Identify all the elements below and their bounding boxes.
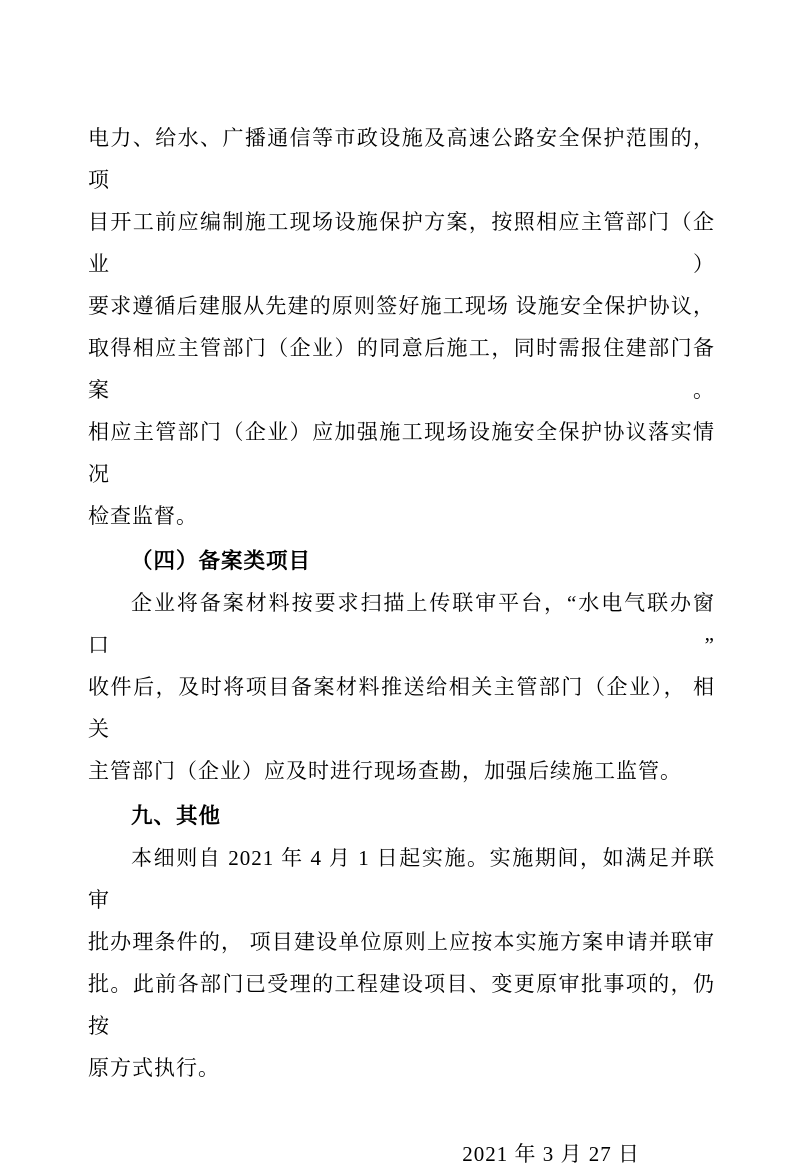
- paragraph3-line3: 批。此前各部门已受理的工程建设项目、变更原审批事项的，仍按: [88, 972, 715, 1038]
- paragraph-3: [88, 837, 722, 1089]
- document-body: [88, 117, 722, 1175]
- paragraph2-line1: 企业将备案材料按要求扫描上传联审平台，“水电气联办窗口”: [88, 591, 715, 657]
- paragraph-2: [88, 582, 715, 792]
- paragraph1-line4: 取得相应主管部门（企业）的同意后施工，同时需报住建部门备案。: [88, 336, 715, 402]
- paragraph1-line6: 检查监督。: [88, 504, 198, 528]
- paragraph2-line2: 收件后，及时将项目备案材料推送给相关主管部门（企业）， 相关: [88, 675, 715, 741]
- section-heading-others: 九、其他: [131, 804, 222, 828]
- paragraph3-line4: 原方式执行。: [88, 1056, 220, 1080]
- date-line: 2021 年 3 月 27 日: [462, 1142, 640, 1166]
- paragraph1-line2: 目开工前应编制施工现场设施保护方案，按照相应主管部门（企业）: [88, 210, 715, 276]
- paragraph3-line1: 本细则自 2021 年 4 月 1 日起实施。实施期间，如满足并联 审: [88, 846, 722, 912]
- paragraph-1: [88, 117, 715, 537]
- paragraph1-line1: 电力、给水、广播通信等市政设施及高速公路安全保护范围的，项: [88, 126, 715, 192]
- paragraph2-line3: 主管部门（企业）应及时进行现场查勘，加强后续施工监管。: [88, 759, 682, 783]
- paragraph1-line5: 相应主管部门（企业）应加强施工现场设施安全保护协议落实情况: [88, 420, 715, 486]
- paragraph3-line2: 批办理条件的， 项目建设单位原则上应按本实施方案申请并联审: [88, 930, 715, 954]
- section-heading-record-projects: （四）备案类项目: [131, 549, 312, 573]
- paragraph1-line3: 要求遵循后建服从先建的原则签好施工现场 设施安全保护协议，: [88, 294, 715, 318]
